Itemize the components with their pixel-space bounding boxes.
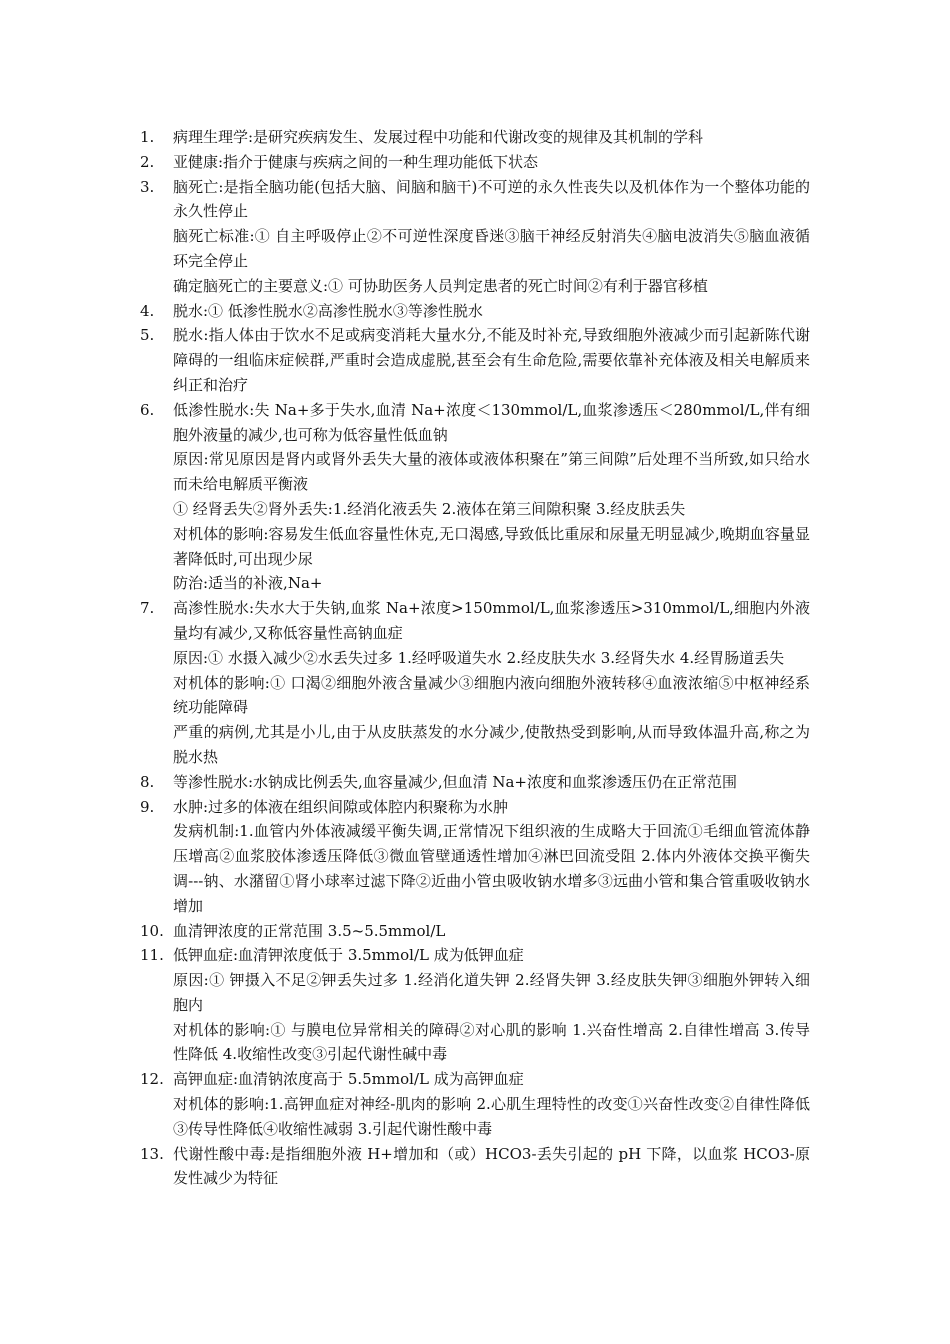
item-number: 13. [140,1144,164,1163]
list-item [140,299,810,324]
item-paragraph: 原因:常见原因是肾内或肾外丢失大量的液体或液体积聚在”第三间隙”后处理不当所致,如只给水而未给电解质平衡液 [173,450,810,494]
item-number: 12. [140,1070,164,1089]
list-item [140,919,810,944]
item-paragraph: 脑死亡标准:① 自主呼吸停止②不可逆性深度昏迷③脑干神经反射消失④脑电波消失⑤脑血液循环完全停止 [173,227,810,270]
item-paragraph: 对机体的影响:1.高钾血症对神经-肌肉的影响 2.心肌生理特性的改变①兴奋性改变②自律性降低③传导性降低④收缩性减弱 3.引起代谢性酸中毒 [173,1095,810,1138]
list-item [140,323,810,397]
item-paragraph: 代谢性酸中毒:是指细胞外液 H+增加和（或）HCO3-丢失引起的 pH 下降，以血浆 HCO3-原发性减少为特征 [173,1144,810,1188]
list-item [140,596,810,770]
item-number: 11. [140,946,164,965]
item-number: 8. [140,772,155,791]
list-item [140,175,810,299]
item-number: 3. [140,177,155,196]
item-paragraph: 低渗性脱水:失 Na+多于失水,血清 Na+浓度＜130mmol/L,血浆渗透压＜280mmol/L,伴有细胞外液量的减少,也可称为低容量性低血钠 [173,400,810,444]
item-number: 6. [140,400,155,419]
item-number: 10. [140,921,164,940]
list-item [140,1142,810,1192]
item-paragraph: 原因:① 钾摄入不足②钾丢失过多 1.经消化道失钾 2.经肾失钾 3.经皮肤失钾③细胞外钾转入细胞内 [173,971,810,1014]
item-paragraph: ① 经肾丢失②肾外丢失:1.经消化液丢失 2.液体在第三间隙积聚 3.经皮肤丢失 [173,499,686,518]
item-paragraph: 防治:适当的补液,Na+ [173,574,323,593]
list-item [140,1067,810,1141]
item-paragraph: 亚健康:指介于健康与疾病之间的一种生理功能低下状态 [173,152,539,171]
item-paragraph: 发病机制:1.血管内外体液减缓平衡失调,正常情况下组织液的生成略大于回流①毛细血管流体静压增高②血浆胶体渗透压降低③微血管壁通透性增加④淋巴回流受阻 2.体内外液体交换平衡失调---钠、水潴留①肾小球率过滤下降②近曲小管虫吸收钠水增多③远曲小管和集合管重吸收钠水增加 [173,822,810,915]
list-item [140,795,810,919]
item-paragraph: 高渗性脱水:失水大于失钠,血浆 Na+浓度>150mmol/L,血浆渗透压>310mmol/L,细胞内外液量均有减少,又称低容量性高钠血症 [173,599,810,642]
item-number: 4. [140,301,155,320]
item-paragraph: 脱水:指人体由于饮水不足或病变消耗大量水分,不能及时补充,导致细胞外液减少而引起新陈代谢障碍的一组临床症候群,严重时会造成虚脱,甚至会有生命危险,需要依靠补充体液及相关电解质来纠正和治疗 [173,326,810,394]
item-number: 1. [140,128,155,146]
item-paragraph: 病理生理学:是研究疾病发生、发展过程中功能和代谢改变的规律及其机制的学科 [173,128,704,146]
item-number: 9. [140,797,155,816]
list-item [140,943,810,1067]
item-number: 5. [140,326,155,345]
item-paragraph: 低钾血症:血清钾浓度低于 3.5mmol/L 成为低钾血症 [173,946,524,965]
list-item [140,770,810,795]
item-paragraph: 等渗性脱水:水钠成比例丢失,血容量减少,但血清 Na+浓度和血浆渗透压仍在正常范围 [173,772,737,791]
item-paragraph: 脑死亡:是指全脑功能(包括大脑、间脑和脑干)不可逆的永久性丧失以及机体作为一个整体功能的永久性停止 [173,177,810,221]
item-paragraph: 原因:① 水摄入减少②水丢失过多 1.经呼吸道失水 2.经皮肤失水 3.经肾失水 4.经胃肠道丢失 [173,648,785,667]
item-paragraph: 血清钾浓度的正常范围 3.5~5.5mmol/L [173,921,446,940]
item-paragraph: 高钾血症:血清钠浓度高于 5.5mmol/L 成为高钾血症 [173,1070,524,1089]
list-item [140,150,810,175]
item-paragraph: 水肿:过多的体液在组织间隙或体腔内积聚称为水肿 [173,797,509,816]
item-number: 2. [140,152,155,171]
list-item [140,125,810,150]
list-item [140,398,810,596]
item-paragraph: 脱水:① 低渗性脱水②高渗性脱水③等渗性脱水 [173,301,483,320]
item-paragraph: 严重的病例,尤其是小儿,由于从皮肤蒸发的水分减少,使散热受到影响,从而导致体温升高,称之为脱水热 [173,723,810,766]
item-number: 7. [140,599,155,618]
item-paragraph: 对机体的影响:① 与膜电位异常相关的障碍②对心肌的影响 1.兴奋性增高 2.自律性增高 3.传导性降低 4.收缩性改变③引起代谢性碱中毒 [173,1020,810,1064]
numbered-list [140,125,810,1191]
item-paragraph: 对机体的影响:① 口渴②细胞外液含量减少③细胞内液向细胞外液转移④血液浓缩⑤中枢神经系统功能障碍 [173,673,810,717]
item-paragraph: 对机体的影响:容易发生低血容量性休克,无口渴感,导致低比重尿和尿量无明显减少,晚期血容量显著降低时,可出现少尿 [173,524,810,568]
item-paragraph: 确定脑死亡的主要意义:① 可协助医务人员判定患者的死亡时间②有利于器官移植 [173,276,708,295]
